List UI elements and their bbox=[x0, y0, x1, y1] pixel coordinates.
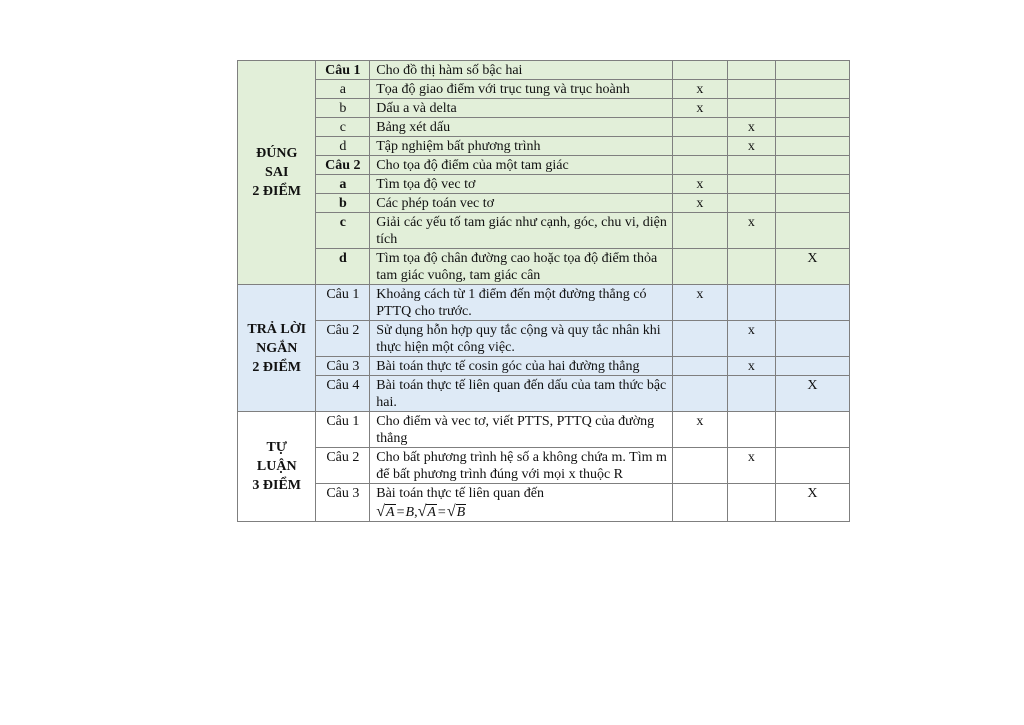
question-description: Tập nghiệm bất phương trình bbox=[370, 137, 673, 156]
question-label: b bbox=[316, 99, 370, 118]
question-description: Các phép toán vec tơ bbox=[370, 194, 673, 213]
mark-col-3 bbox=[775, 412, 849, 448]
question-label: c bbox=[316, 118, 370, 137]
mark-col-1: x bbox=[672, 194, 727, 213]
question-label: Câu 2 bbox=[316, 156, 370, 175]
question-label: Câu 1 bbox=[316, 61, 370, 80]
question-description: Cho điểm và vec tơ, viết PTTS, PTTQ của đường thẳng bbox=[370, 412, 673, 448]
mark-col-3: X bbox=[775, 376, 849, 412]
table-row bbox=[238, 194, 850, 213]
table-row bbox=[238, 321, 850, 357]
table-row bbox=[238, 175, 850, 194]
mark-col-1: x bbox=[672, 175, 727, 194]
question-description: Khoảng cách từ 1 điểm đến một đường thẳng có PTTQ cho trước. bbox=[370, 285, 673, 321]
mark-col-1 bbox=[672, 156, 727, 175]
sqrt-b: √B bbox=[446, 503, 466, 520]
mark-col-1 bbox=[672, 213, 727, 249]
question-description bbox=[370, 484, 673, 522]
mark-col-3 bbox=[775, 321, 849, 357]
table-row bbox=[238, 412, 850, 448]
question-label: d bbox=[316, 137, 370, 156]
sqrt-a-1: √A bbox=[376, 503, 395, 520]
mark-col-1: x bbox=[672, 80, 727, 99]
mark-col-1 bbox=[672, 321, 727, 357]
question-description: Bài toán thực tế cosin góc của hai đường thẳng bbox=[370, 357, 673, 376]
question-label: Câu 2 bbox=[316, 448, 370, 484]
mark-col-3: X bbox=[775, 484, 849, 522]
mark-col-2: x bbox=[727, 321, 775, 357]
assessment-matrix-table bbox=[237, 60, 850, 522]
mark-col-3 bbox=[775, 156, 849, 175]
mark-col-1: x bbox=[672, 412, 727, 448]
question-description: Tìm tọa độ chân đường cao hoặc tọa độ điểm thỏa tam giác vuông, tam giác cân bbox=[370, 249, 673, 285]
table-row bbox=[238, 484, 850, 522]
section-title-essay: TỰ LUẬN 3 ĐIỂM bbox=[238, 412, 316, 522]
table-row bbox=[238, 376, 850, 412]
mark-col-3 bbox=[775, 448, 849, 484]
sqrt-formula: √A =B,√A =√B bbox=[376, 503, 466, 520]
question-label: Câu 2 bbox=[316, 321, 370, 357]
question-label: Câu 4 bbox=[316, 376, 370, 412]
question-description: Giải các yếu tố tam giác như cạnh, góc, chu vi, diện tích bbox=[370, 213, 673, 249]
mark-col-3 bbox=[775, 285, 849, 321]
section-title-short-answer: TRẢ LỜI NGẮN 2 ĐIỂM bbox=[238, 285, 316, 412]
question-description: Dấu a và delta bbox=[370, 99, 673, 118]
mark-col-2 bbox=[727, 412, 775, 448]
mark-col-1: x bbox=[672, 285, 727, 321]
mark-col-2: x bbox=[727, 448, 775, 484]
mark-col-2 bbox=[727, 80, 775, 99]
mark-col-1 bbox=[672, 357, 727, 376]
question-label: a bbox=[316, 80, 370, 99]
table-row bbox=[238, 61, 850, 80]
mark-col-1 bbox=[672, 376, 727, 412]
question-description: Tìm tọa độ vec tơ bbox=[370, 175, 673, 194]
question-description: Cho tọa độ điểm của một tam giác bbox=[370, 156, 673, 175]
question-label: Câu 3 bbox=[316, 357, 370, 376]
section-title-true-false: ĐÚNG SAI 2 ĐIỂM bbox=[238, 61, 316, 285]
table-row bbox=[238, 118, 850, 137]
mark-col-3 bbox=[775, 118, 849, 137]
table-row bbox=[238, 156, 850, 175]
question-label: a bbox=[316, 175, 370, 194]
mark-col-2 bbox=[727, 376, 775, 412]
question-description: Cho đồ thị hàm số bậc hai bbox=[370, 61, 673, 80]
question-description: Bảng xét dấu bbox=[370, 118, 673, 137]
table-row bbox=[238, 137, 850, 156]
mark-col-3 bbox=[775, 61, 849, 80]
mark-col-2 bbox=[727, 249, 775, 285]
mark-col-1: x bbox=[672, 99, 727, 118]
mark-col-3 bbox=[775, 357, 849, 376]
mark-col-1 bbox=[672, 249, 727, 285]
question-label: Câu 1 bbox=[316, 412, 370, 448]
mark-col-2 bbox=[727, 285, 775, 321]
question-label: Câu 3 bbox=[316, 484, 370, 522]
mark-col-3 bbox=[775, 213, 849, 249]
mark-col-3 bbox=[775, 175, 849, 194]
question-label: Câu 1 bbox=[316, 285, 370, 321]
mark-col-2 bbox=[727, 99, 775, 118]
mark-col-1 bbox=[672, 118, 727, 137]
question-label: b bbox=[316, 194, 370, 213]
table-row bbox=[238, 448, 850, 484]
mark-col-3: X bbox=[775, 249, 849, 285]
mark-col-2: x bbox=[727, 357, 775, 376]
mark-col-2 bbox=[727, 156, 775, 175]
mark-col-1 bbox=[672, 137, 727, 156]
mark-col-2 bbox=[727, 175, 775, 194]
table-row bbox=[238, 285, 850, 321]
sqrt-a-2: √A bbox=[417, 503, 436, 520]
mark-col-3 bbox=[775, 194, 849, 213]
mark-col-3 bbox=[775, 80, 849, 99]
mark-col-3 bbox=[775, 137, 849, 156]
table-row bbox=[238, 357, 850, 376]
table-row bbox=[238, 80, 850, 99]
question-description-text: Bài toán thực tế liên quan đến bbox=[376, 486, 545, 501]
mark-col-1 bbox=[672, 448, 727, 484]
table-row bbox=[238, 213, 850, 249]
question-description: Cho bất phương trình hệ số a không chứa m. Tìm m để bất phương trình đúng với mọi x thuộc R bbox=[370, 448, 673, 484]
question-description: Tọa độ giao điểm với trục tung và trục hoành bbox=[370, 80, 673, 99]
question-description: Bài toán thực tế liên quan đến dấu của tam thức bậc hai. bbox=[370, 376, 673, 412]
table-row bbox=[238, 249, 850, 285]
question-description: Sử dụng hỗn hợp quy tắc cộng và quy tắc nhân khi thực hiện một công việc. bbox=[370, 321, 673, 357]
question-label: d bbox=[316, 249, 370, 285]
question-label: c bbox=[316, 213, 370, 249]
table-row bbox=[238, 99, 850, 118]
mark-col-2 bbox=[727, 61, 775, 80]
mark-col-1 bbox=[672, 61, 727, 80]
mark-col-2: x bbox=[727, 137, 775, 156]
mark-col-3 bbox=[775, 99, 849, 118]
mark-col-2: x bbox=[727, 213, 775, 249]
mark-col-1 bbox=[672, 484, 727, 522]
mark-col-2 bbox=[727, 484, 775, 522]
mark-col-2 bbox=[727, 194, 775, 213]
mark-col-2: x bbox=[727, 118, 775, 137]
